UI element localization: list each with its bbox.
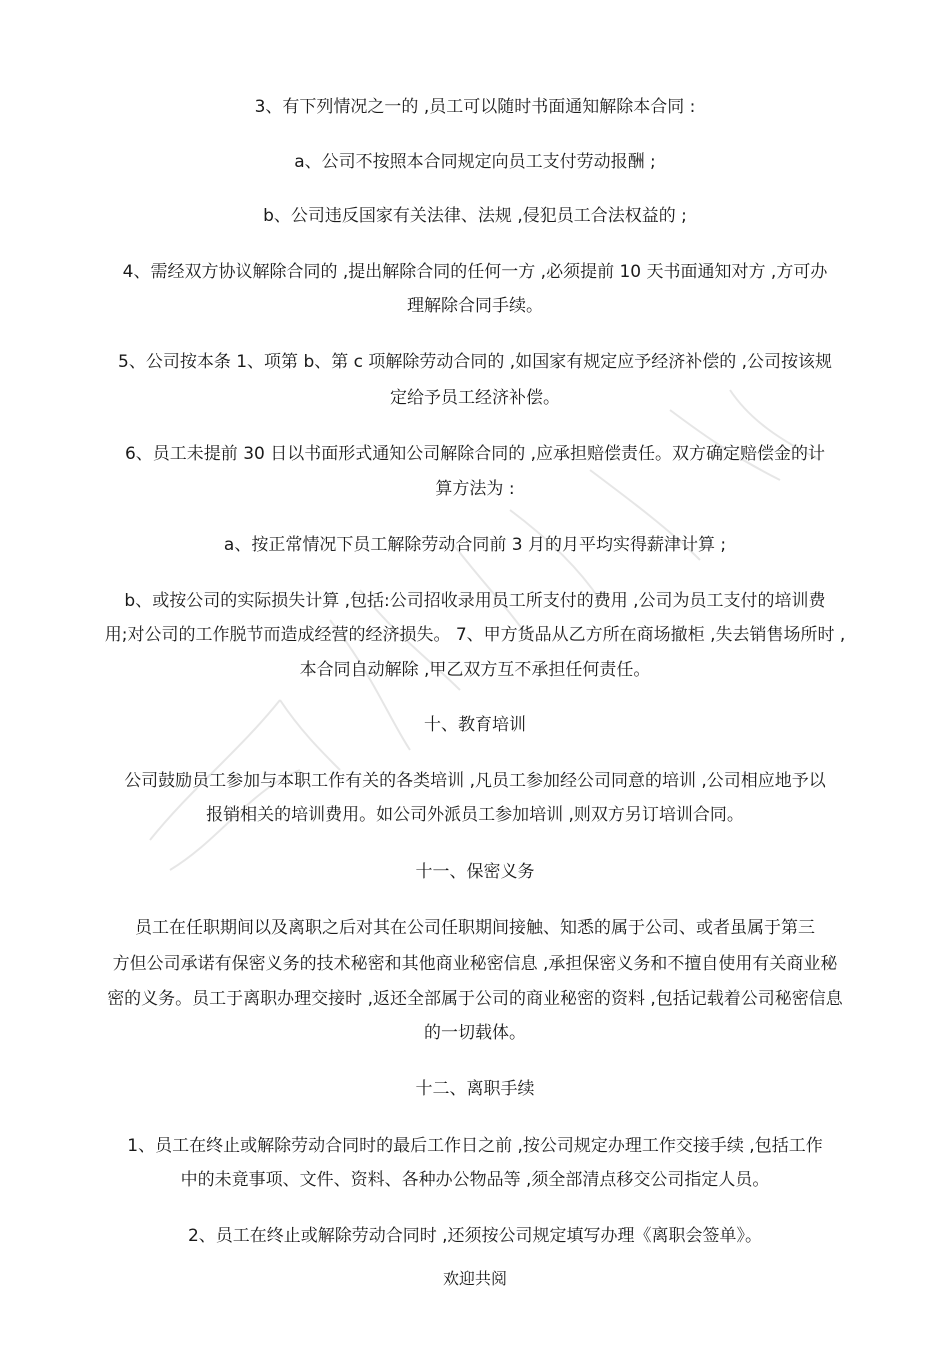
text-line: 1、员工在终止或解除劳动合同时的最后工作日之前 ,按公司规定办理工作交接手续 ,包括工作 [127, 1136, 823, 1156]
section-heading: 十、教育培训 [424, 715, 526, 735]
text-line: 6、员工未提前 30 日以书面形式通知公司解除合同的 ,应承担赔偿责任。双方确定赔偿金的计 [124, 444, 826, 464]
text-line: 算方法为 : [435, 479, 515, 499]
text-line: 的一切载体。 [424, 1023, 526, 1043]
text-line: 4、需经双方协议解除合同的 ,提出解除合同的任何一方 ,必须提前 10 天书面通知对方 ,方可办 [122, 262, 828, 282]
text-line: a、公司不按照本合同规定向员工支付劳动报酬 ; [294, 152, 656, 172]
text-line: 5、公司按本条 1、项第 b、第 c 项解除劳动合同的 ,如国家有规定应予经济补偿的 ,公司按该规 [118, 352, 832, 372]
text-line: a、按正常情况下员工解除劳动合同前 3 月的月平均实得薪津计算 ; [223, 535, 727, 555]
section-heading: 十二、离职手续 [415, 1079, 535, 1099]
text-line: 公司鼓励员工参加与本职工作有关的各类培训 ,凡员工参加经公司同意的培训 ,公司相应地予以 [124, 771, 826, 791]
text-line: 理解除合同手续。 [407, 296, 543, 316]
text-line: 3、有下列情况之一的 ,员工可以随时书面通知解除本合同 : [254, 97, 696, 117]
text-line: 定给予员工经济补偿。 [390, 388, 560, 408]
text-line: 中的未竟事项、文件、资料、各种办公物品等 ,须全部清点移交公司指定人员。 [180, 1170, 770, 1190]
text-line: 本合同自动解除 ,甲乙双方互不承担任何责任。 [299, 660, 651, 680]
text-line: b、公司违反国家有关法律、法规 ,侵犯员工合法权益的 ; [263, 206, 687, 226]
text-line: 密的义务。员工于离职办理交接时 ,返还全部属于公司的商业秘密的资料 ,包括记载着公司秘密信息 [107, 989, 843, 1009]
text-line: b、或按公司的实际损失计算 ,包括:公司招收录用员工所支付的费用 ,公司为员工支付的培训费 [124, 591, 826, 611]
section-heading: 十一、保密义务 [415, 862, 535, 882]
page-footer: 欢迎共阅 [442, 1269, 507, 1288]
text-line: 方但公司承诺有保密义务的技术秘密和其他商业秘密信息 ,承担保密义务和不擅自使用有关商业秘 [112, 954, 838, 974]
text-line: 员工在任职期间以及离职之后对其在公司任职期间接触、知悉的属于公司、或者虽属于第三 [135, 918, 815, 938]
text-line: 用;对公司的工作脱节而造成经营的经济损失。 7、甲方货品从乙方所在商场撤柜 ,失去销售场所时 , [104, 625, 846, 645]
text-line: 2、员工在终止或解除劳动合同时 ,还须按公司规定填写办理《离职会签单》。 [187, 1226, 763, 1246]
text-line: 报销相关的培训费用。如公司外派员工参加培训 ,则双方另订培训合同。 [206, 805, 744, 825]
